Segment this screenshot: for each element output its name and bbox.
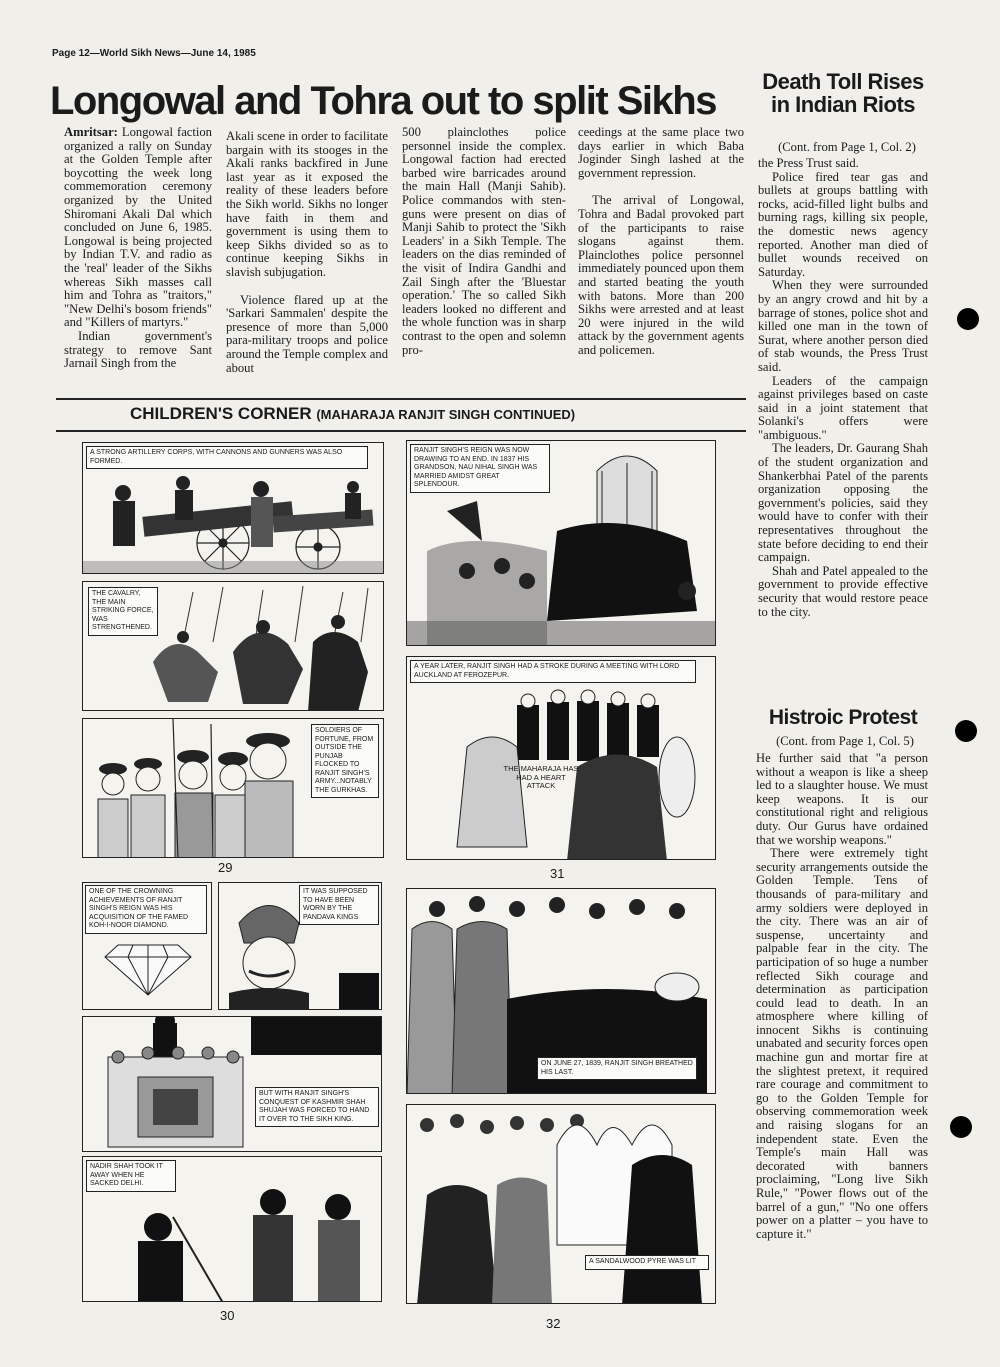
protest-body — [756, 752, 928, 1241]
binder-hole — [950, 1116, 972, 1138]
caption-cavalry: THE CAVALRY, THE MAIN STRIKING FORCE, WAS STRENGTHENED. — [88, 587, 158, 636]
childrens-corner-title — [130, 404, 575, 424]
main-story-text: Longowal faction organized a rally on Sunday at the Golden Temple after boycotting the week long commemoration ceremony organized by the United Shiromani Akali Dal which concluded on June 6, 1985. Longowal is being projected by Indian T.V. and radio as the 'real' leader of the Sikhs whereas Sikh masses call him and Tohra as "traitors," "New Delhi's bosom friends" and "Killers of martyrs." — [64, 125, 212, 330]
comic-panel-cavalry — [82, 581, 384, 711]
comic-panel-nadir-shah — [82, 1156, 382, 1302]
sandalwood-pyre-illustration — [407, 1105, 716, 1304]
comic-panel-pandava — [218, 882, 382, 1010]
main-story-para: ceedings at the same place two days earlier in which Baba Joginder Singh lashed at the government repression. — [578, 125, 744, 180]
caption-pandava: IT WAS SUPPOSED TO HAVE BEEN WORN BY THE PANDAVA KINGS — [299, 885, 379, 925]
death-toll-headline: Death Toll Rises in Indian Riots — [762, 69, 924, 117]
caption-pyre: A SANDALWOOD PYRE WAS LIT — [585, 1255, 709, 1270]
death-toll-body — [758, 157, 928, 619]
protest-headline: Histroic Protest — [768, 706, 918, 729]
comic-panel-wedding — [406, 440, 716, 646]
section-rule-bottom — [56, 430, 746, 432]
binder-hole — [955, 720, 977, 742]
speech-heart-attack: THE MAHARAJA HAS HAD A HEART ATTACK — [503, 764, 579, 790]
page-number-30: 30 — [220, 1308, 235, 1323]
caption-artillery: A STRONG ARTILLERY CORPS, WITH CANNONS AND GUNNERS WAS ALSO FORMED. — [86, 446, 368, 469]
caption-diamond: ONE OF THE CROWNING ACHIEVEMENTS OF RANJIT SINGH'S REIGN WAS HIS ACQUISITION OF THE FAMED KOH-I-NOOR DIAMOND. — [85, 885, 207, 934]
dateline: Amritsar: — [64, 125, 118, 139]
caption-nadir-shah: NADIR SHAH TOOK IT AWAY WHEN HE SACKED DELHI. — [86, 1160, 176, 1192]
death-toll-para: Police fired tear gas and bullets at groups battling with rocks, acid-filled light bulbs and burning rags, killing six people, the domestic news agency reported. Another man died of bullet wounds received on Saturday. — [758, 169, 928, 279]
page-number-29: 29 — [218, 860, 233, 875]
death-toll-para: the Press Trust said. — [758, 156, 859, 170]
main-story-para: Violence flared up at the 'Sarkari Sammalen' despite the presence of more than 5,000 para-military troops and police around the Temple complex and about — [226, 292, 388, 375]
comic-panel-death — [406, 888, 716, 1094]
page-number-31: 31 — [550, 866, 565, 881]
main-story-para: The arrival of Longowal, Tohra and Badal provoked part of the participants to raise slogans against them. Plainclothes police personnel immediately pounced upon them and started beating the youth with batons. More than 200 Sikhs were arrested and at least 20 were injured in the wild attack by the government agents and policemen. — [578, 193, 744, 357]
death-toll-para: Leaders of the campaign against privileges based on caste said in a joint statement that Solanki's offers were "ambiguous." — [758, 373, 928, 442]
main-story-col-2 — [226, 130, 388, 375]
main-story-col-4 — [578, 126, 744, 358]
caption-wedding: RANJIT SINGH'S REIGN WAS NOW DRAWING TO AN END. IN 1837 HIS GRANDSON, NAU NIHAL SINGH WAS MARRIED AMIDST GREAT SPLENDOUR. — [410, 444, 550, 493]
comic-panel-gurkhas — [82, 718, 384, 858]
death-toll-para: Shah and Patel appealed to the government to provide effective security that would restore peace to the city. — [758, 563, 928, 619]
protest-para: There were extremely tight security arrangements outside the Golden Temple. Tens of thousands of para-military and army soldiers were deployed in the city. There was an air of suspense, uncertainty and palpable fear in the city. The participation of so huge a number reflected Sikh courage and determination as participation could lead to death. In an atmosphere where killing of innocent Sikhs is continuing unabated and security forces open machine gun and mortar fire at the slightest pretext, it required rare courage and commitment to go to the Golden Temple for observing commemoration week and raising slogans for an independent state. Even the Temple's main Hall was decorated with banners proclaiming, "Long live Sikh Rule," "Power flows out of the barrel of a gun," "No one offers power on a platter – you have to capture it." — [756, 846, 928, 1241]
stroke-illustration — [407, 657, 716, 860]
death-toll-continuation: (Cont. from Page 1, Col. 2) — [778, 140, 916, 154]
main-story-para: Akali scene in order to facilitate bargain with its stooges in the Akali ranks backfired in June last year as it exposed the reality of these leaders before the Sikh world. Sikhs no longer have faith in them and government is using them to keep Sikhs divided so as to continue keeping Sikhs in slavish subjugation. — [226, 129, 388, 279]
page-number-32: 32 — [546, 1316, 561, 1331]
main-story-para: Indian government's strategy to remove Sant Jarnail Singh from the — [64, 328, 212, 371]
protest-para: He further said that "a person without a weapon is like a sheep led to a slaughter house. We must keep weapons. It is our constitutional right and religious duty. Our Gurus have ordained that we worship weapons." — [756, 751, 928, 847]
section-rule-top — [56, 398, 746, 400]
throne-illustration — [83, 1017, 382, 1152]
comic-panel-diamond — [82, 882, 212, 1010]
caption-death: ON JUNE 27, 1839, RANJIT SINGH BREATHED HIS LAST. — [537, 1057, 697, 1080]
main-story-para — [64, 126, 212, 330]
death-toll-para: The leaders, Dr. Gaurang Shah of the student organization and Shankerbhai Patel of the parents organization opposing the government's policies, said they would have to confer with their representatives throughout the state before deciding to end their campaign. — [758, 441, 928, 565]
childrens-corner-subtitle: (MAHARAJA RANJIT SINGH CONTINUED) — [316, 407, 576, 422]
death-toll-para: When they were surrounded by an angry crowd and hit by a barrage of stones, police shot and killed one man in the town of Surat, where another person died of stab wounds, the Press Trust said. — [758, 278, 928, 374]
childrens-corner-heading: CHILDREN'S CORNER — [130, 404, 312, 423]
protest-continuation: (Cont. from Page 1, Col. 5) — [776, 734, 914, 748]
comic-panel-stroke — [406, 656, 716, 860]
page-folio: Page 12—World Sikh News—June 14, 1985 — [52, 48, 256, 59]
caption-shah-shujah: BUT WITH RANJIT SINGH'S CONQUEST OF KASHMIR SHAH SHUJAH WAS FORCED TO HAND IT OVER TO THE SIKH KING. — [255, 1087, 379, 1127]
comic-panel-throne — [82, 1016, 382, 1152]
main-story-col-1 — [64, 126, 212, 371]
comic-panel-artillery — [82, 442, 384, 574]
binder-hole — [957, 308, 979, 330]
main-story-para: 500 plainclothes police personnel inside the complex. Longowal faction had erected barbed wire barricades around the main Hall (Manji Sahib). Police commandos with sten-guns were present on dias of Manji Sahib to protect the 'Sikh Leaders' in a Sikh Temple. The leaders on the dias reminded of the visit of Indira Gandhi and Zail Singh after the 'Bluestar operation.' The so called Sikh leaders looked no different and the whole function was in sharp contrast to the open and solemn pro- — [402, 125, 566, 357]
comic-panel-pyre — [406, 1104, 716, 1304]
main-story-col-3 — [402, 126, 566, 357]
caption-gurkhas: SOLDIERS OF FORTUNE, FROM OUTSIDE THE PUNJAB FLOCKED TO RANJIT SINGH'S ARMY...NOTABLY THE GURKHAS. — [311, 724, 379, 798]
caption-stroke: A YEAR LATER, RANJIT SINGH HAD A STROKE DURING A MEETING WITH LORD AUCKLAND AT FEROZEPUR. — [410, 660, 696, 683]
main-headline: Longowal and Tohra out to split Sikhs — [50, 79, 716, 123]
